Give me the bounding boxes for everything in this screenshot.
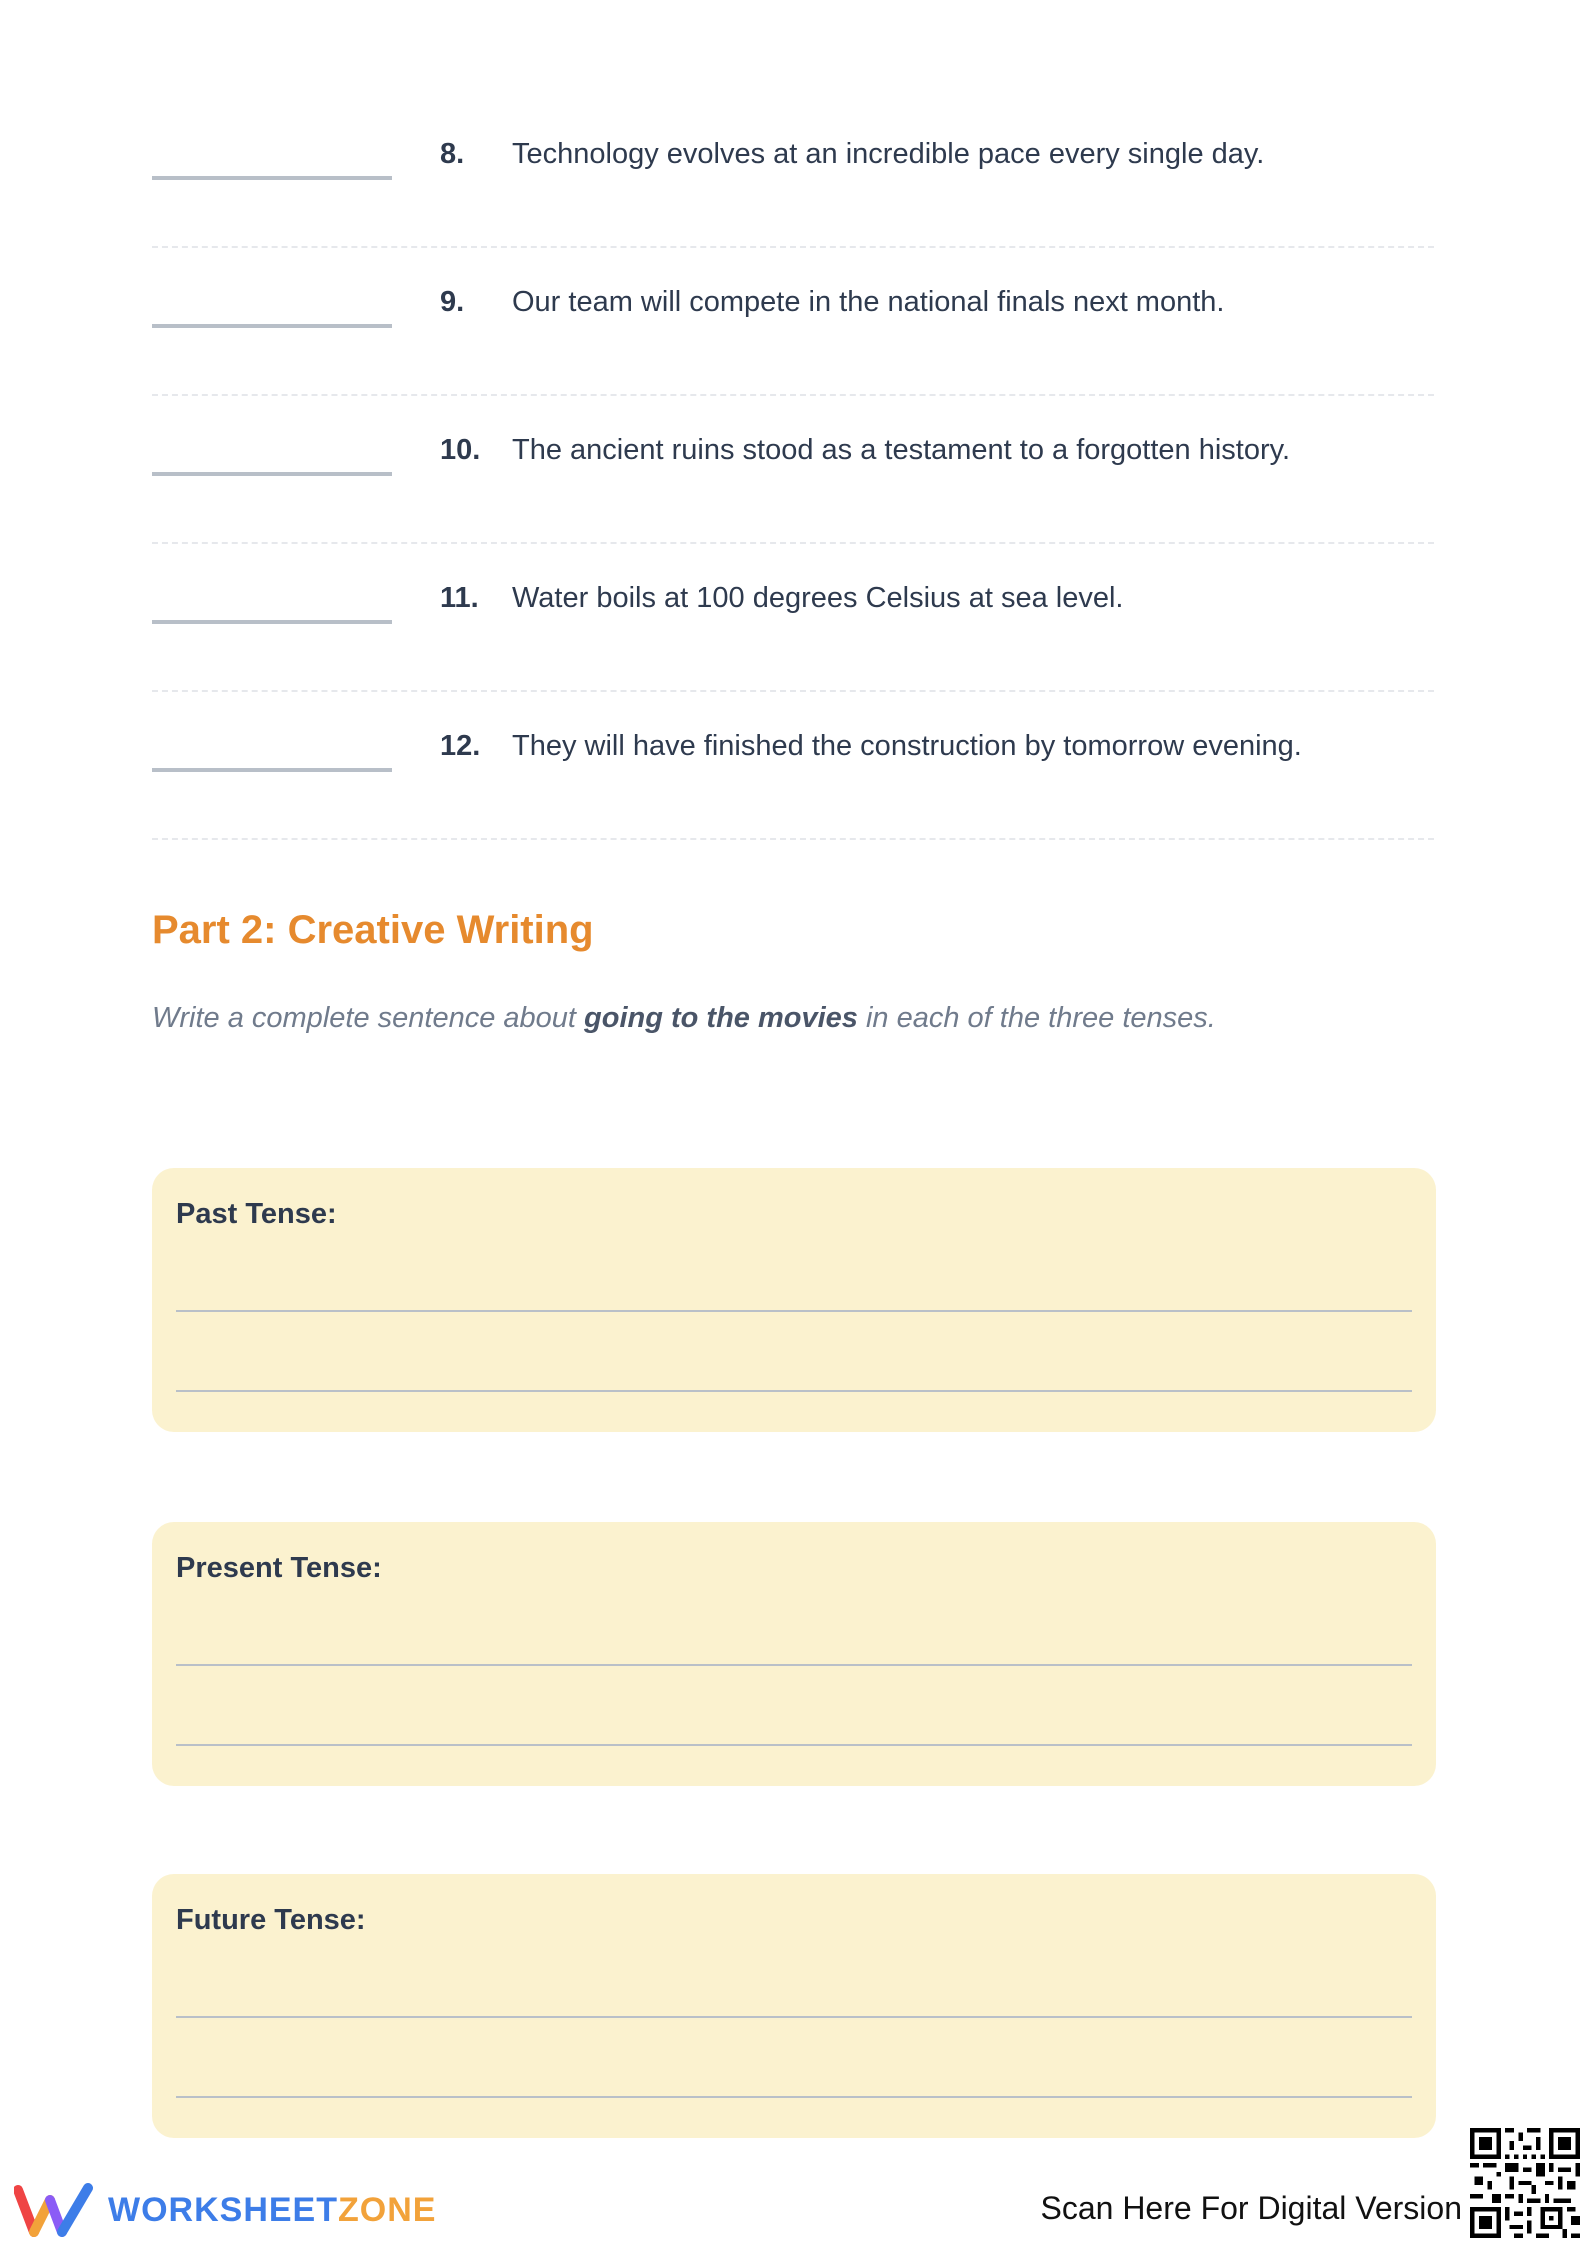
writing-line[interactable] xyxy=(176,2096,1412,2098)
future-tense-box xyxy=(152,1874,1436,2138)
exercise-row xyxy=(152,692,1434,840)
answer-blank[interactable] xyxy=(152,620,392,624)
past-tense-box xyxy=(152,1168,1436,1432)
exercise-row xyxy=(152,396,1434,544)
answer-blank[interactable] xyxy=(152,472,392,476)
writing-line[interactable] xyxy=(176,1310,1412,1312)
writing-line[interactable] xyxy=(176,1390,1412,1392)
tense-label: Present Tense: xyxy=(176,1552,382,1584)
question-number: 9. xyxy=(440,286,465,318)
w-logo-icon xyxy=(14,2182,94,2238)
worksheetzone-logo[interactable] xyxy=(14,2180,436,2240)
qr-code-icon[interactable] xyxy=(1470,2128,1580,2238)
instructions-text-after: in each of the three tenses. xyxy=(857,1002,1216,1034)
question-text: Technology evolves at an incredible pace every single day. xyxy=(512,138,1265,170)
writing-line[interactable] xyxy=(176,2016,1412,2018)
brand-name-part2: ZONE xyxy=(338,2190,437,2229)
section-title: Part 2: Creative Writing xyxy=(152,908,594,952)
answer-blank[interactable] xyxy=(152,324,392,328)
instructions-topic: going to the movies xyxy=(584,1002,858,1034)
answer-blank[interactable] xyxy=(152,176,392,180)
writing-line[interactable] xyxy=(176,1744,1412,1746)
question-number: 12. xyxy=(440,730,481,762)
question-number: 11. xyxy=(440,582,479,614)
brand-name-part1: WORKSHEET xyxy=(108,2190,338,2229)
exercise-row xyxy=(152,100,1434,248)
question-number: 8. xyxy=(440,138,465,170)
exercise-list xyxy=(152,100,1434,840)
instructions-text-before: Write a complete sentence about xyxy=(152,1002,585,1034)
present-tense-box xyxy=(152,1522,1436,1786)
brand-name xyxy=(108,2191,436,2230)
answer-blank[interactable] xyxy=(152,768,392,772)
exercise-row xyxy=(152,544,1434,692)
instructions xyxy=(152,1002,1216,1035)
scan-caption: Scan Here For Digital Version xyxy=(1040,2190,1462,2226)
question-number: 10. xyxy=(440,434,481,466)
question-text: Our team will compete in the national finals next month. xyxy=(512,286,1225,318)
question-text: The ancient ruins stood as a testament to a forgotten history. xyxy=(512,434,1291,466)
tense-label: Past Tense: xyxy=(176,1198,337,1230)
writing-line[interactable] xyxy=(176,1664,1412,1666)
tense-label: Future Tense: xyxy=(176,1904,366,1936)
exercise-row xyxy=(152,248,1434,396)
question-text: Water boils at 100 degrees Celsius at sea level. xyxy=(512,582,1124,614)
question-text: They will have finished the construction by tomorrow evening. xyxy=(512,730,1302,762)
